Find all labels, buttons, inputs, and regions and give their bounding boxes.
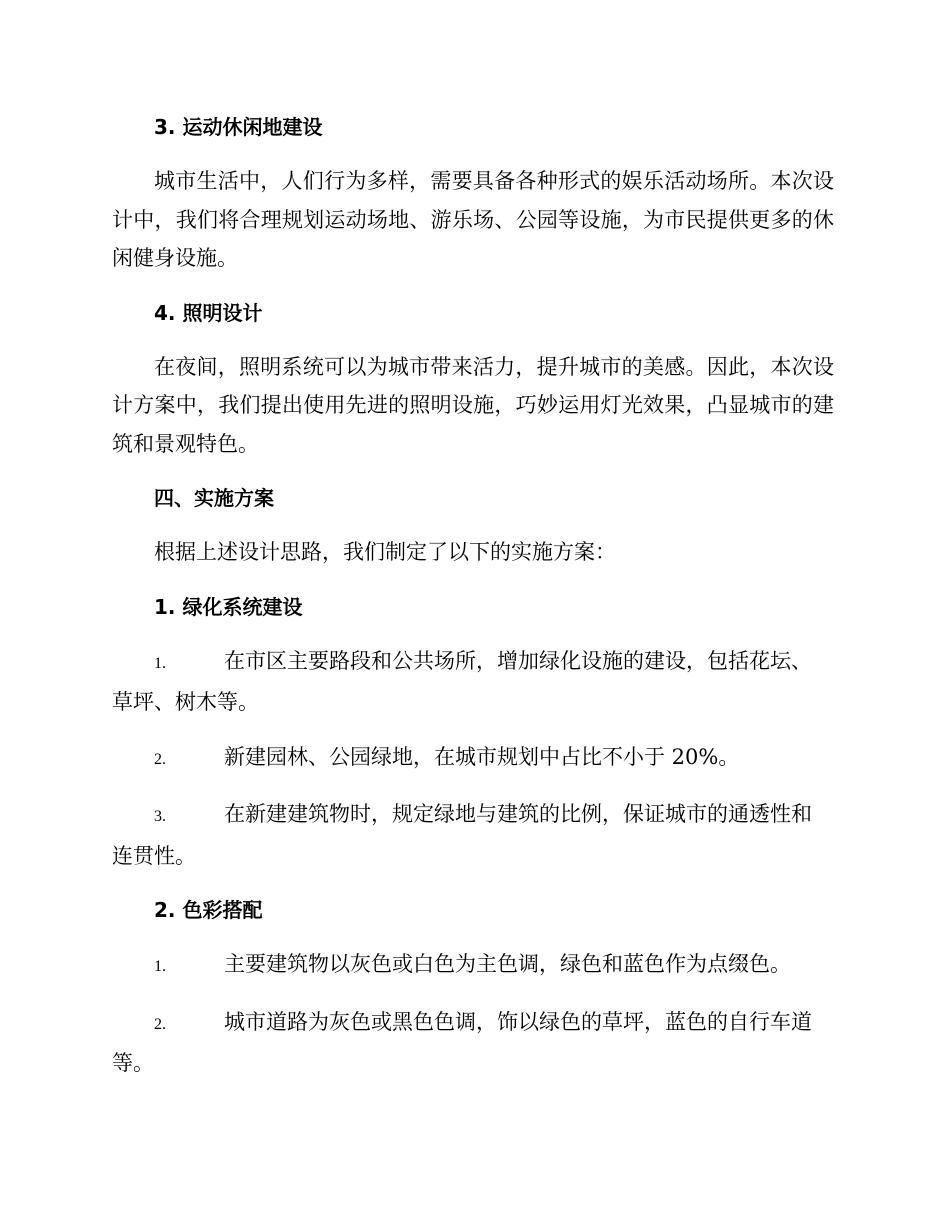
document-body xyxy=(112,108,834,1099)
list-item-green-2 xyxy=(112,738,834,780)
list-item-text: 主要建筑物以灰色或白色为主色调，绿色和蓝色作为点缀色。 xyxy=(224,952,791,976)
heading-sport-leisure: 3. 运动休闲地建设 xyxy=(154,115,323,139)
list-item-text: 城市道路为灰色或黑色色调，饰以绿色的草坪，蓝色的自行车道 xyxy=(224,1009,812,1034)
heading-lighting-design: 4. 照明设计 xyxy=(154,300,263,325)
list-number: 2. xyxy=(154,1015,166,1033)
list-number: 1. xyxy=(154,654,166,672)
heading-greening-system: 1. 绿化系统建设 xyxy=(154,594,303,619)
list-item-text-continued: 连贯性。 xyxy=(112,843,196,868)
list-item-green-3 xyxy=(112,795,834,875)
paragraph-lighting-design: 在夜间，照明系统可以为城市带来活力，提升城市的美感。因此，本次设计方案中，我们提出使用先进的照明设施，巧妙运用灯光效果，凸显城市的建筑和景观特色。 xyxy=(112,354,834,456)
list-number: 3. xyxy=(154,808,166,825)
heading-color-scheme: 2. 色彩搭配 xyxy=(154,898,263,922)
list-item-color-1 xyxy=(112,945,834,987)
list-item-text-continued: 草坪、树木等。 xyxy=(112,690,259,714)
list-item-color-2 xyxy=(112,1003,834,1083)
list-number: 2. xyxy=(154,750,166,768)
heading-implementation-plan: 四、实施方案 xyxy=(154,486,274,510)
paragraph-sport-leisure: 城市生活中，人们行为多样，需要具备各种形式的娱乐活动场所。本次设计中，我们将合理规划运动场地、游乐场、公园等设施，为市民提供更多的休闲健身设施。 xyxy=(112,169,834,270)
list-item-text: 在新建建筑物时，规定绿地与建筑的比例，保证城市的通透性和 xyxy=(224,802,812,826)
paragraph-implementation-intro: 根据上述设计思路，我们制定了以下的实施方案： xyxy=(154,540,616,564)
list-item-green-1 xyxy=(112,642,834,722)
list-item-text-continued: 等。 xyxy=(112,1051,154,1075)
list-number: 1. xyxy=(154,958,166,975)
list-item-text: 在市区主要路段和公共场所，增加绿化设施的建设，包括花坛、 xyxy=(224,648,812,673)
list-item-text: 新建园林、公园绿地，在城市规划中占比不小于 20%。 xyxy=(224,744,740,769)
